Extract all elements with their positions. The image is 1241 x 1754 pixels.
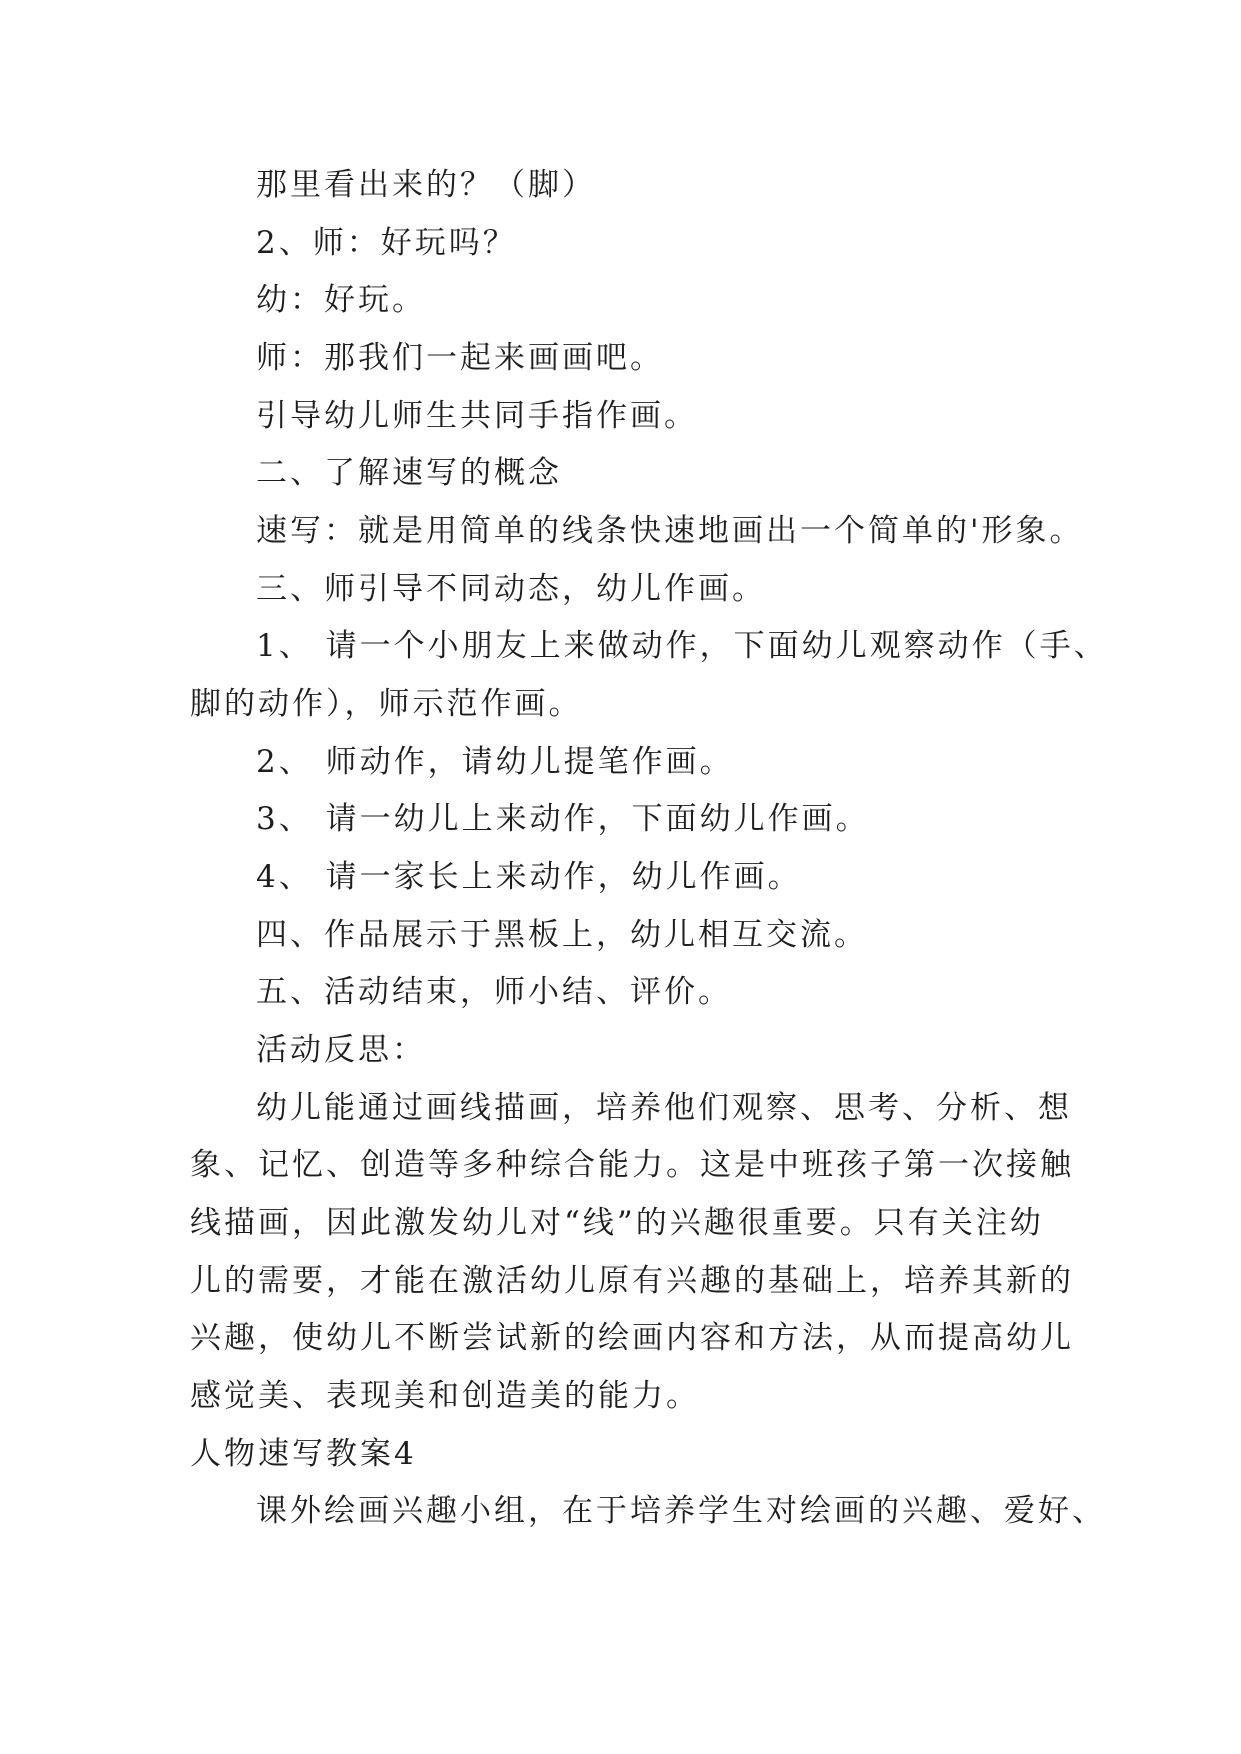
paragraph-line: 脚的动作），师示范作画。 bbox=[190, 686, 583, 722]
section-heading: 活动反思： bbox=[256, 1032, 426, 1068]
section-heading: 五、活动结束，师小结、评价。 bbox=[256, 974, 732, 1010]
paragraph-line: 4、 请一家长上来动作，幼儿作画。 bbox=[256, 859, 802, 895]
paragraph-line: 课外绘画兴趣小组，在于培养学生对绘画的兴趣、爱好、 bbox=[256, 1493, 1106, 1529]
paragraph-line: 3、 请一幼儿上来动作，下面幼儿作画。 bbox=[256, 801, 870, 837]
paragraph-line: 1、 请一个小朋友上来做动作，下面幼儿观察动作（手、 bbox=[256, 628, 1108, 664]
paragraph-line: 速写：就是用简单的线条快速地画出一个简单的'形象。 bbox=[256, 513, 1084, 549]
paragraph-line: 象、记忆、创造等多种综合能力。这是中班孩子第一次接触 bbox=[190, 1147, 1074, 1183]
document-title: 人物速写教案4 bbox=[190, 1436, 417, 1472]
paragraph-line: 兴趣，使幼儿不断尝试新的绘画内容和方法，从而提高幼儿 bbox=[190, 1320, 1074, 1356]
section-heading: 三、师引导不同动态，幼儿作画。 bbox=[256, 571, 766, 607]
paragraph-line: 师：那我们一起来画画吧。 bbox=[256, 340, 664, 376]
paragraph-line: 幼儿能通过画线描画，培养他们观察、思考、分析、想 bbox=[256, 1090, 1072, 1126]
paragraph-line: 幼：好玩。 bbox=[256, 282, 426, 318]
paragraph-line: 2、 师动作，请幼儿提笔作画。 bbox=[256, 744, 734, 780]
paragraph-line: 感觉美、表现美和创造美的能力。 bbox=[190, 1378, 700, 1414]
paragraph-line: 2、师：好玩吗？ bbox=[256, 225, 517, 261]
paragraph-line: 引导幼儿师生共同手指作画。 bbox=[256, 398, 698, 434]
section-heading: 二、了解速写的概念 bbox=[256, 455, 562, 491]
paragraph-line: 儿的需要，才能在激活幼儿原有兴趣的基础上，培养其新的 bbox=[190, 1263, 1074, 1299]
section-heading: 四、作品展示于黑板上，幼儿相互交流。 bbox=[256, 917, 868, 953]
paragraph-line: 那里看出来的？（脚） bbox=[256, 167, 596, 203]
paragraph-line: 线描画，因此激发幼儿对“线”的兴趣很重要。只有关注幼 bbox=[190, 1205, 1044, 1241]
